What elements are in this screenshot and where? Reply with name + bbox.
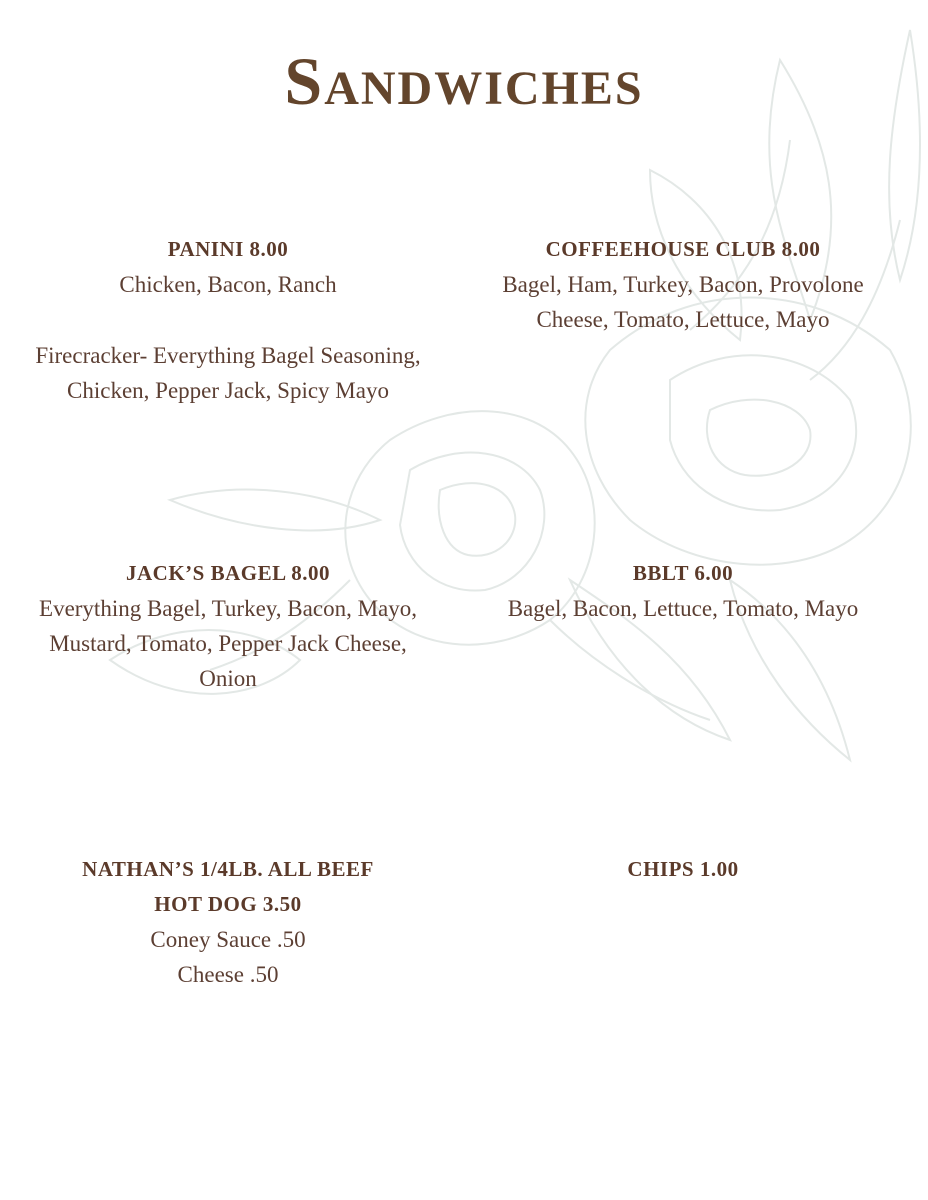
menu-item-bblt bbox=[470, 556, 896, 626]
item-description: Onion bbox=[199, 666, 257, 691]
item-name: NATHAN’S 1/4LB. ALL BEEF bbox=[82, 857, 374, 881]
item-name: HOT DOG 3.50 bbox=[154, 892, 302, 916]
item-name: CHIPS 1.00 bbox=[627, 857, 739, 881]
item-description: Coney Sauce .50 bbox=[150, 927, 306, 952]
menu-item-panini bbox=[10, 232, 446, 408]
menu-item-nathans-hot-dog bbox=[10, 852, 446, 992]
page-title: Sandwiches bbox=[284, 43, 644, 119]
item-variant-description: Chicken, Pepper Jack, Spicy Mayo bbox=[67, 378, 389, 403]
item-description: Cheese, Tomato, Lettuce, Mayo bbox=[536, 307, 830, 332]
item-description: Everything Bagel, Turkey, Bacon, Mayo, bbox=[39, 596, 417, 621]
item-name: PANINI 8.00 bbox=[167, 237, 289, 261]
item-description: Cheese .50 bbox=[177, 962, 279, 987]
item-description: Mustard, Tomato, Pepper Jack Cheese, bbox=[49, 631, 407, 656]
menu-item-coffeehouse-club bbox=[470, 232, 896, 337]
item-name: BBLT 6.00 bbox=[632, 561, 734, 585]
item-variant-description: Firecracker- Everything Bagel Seasoning, bbox=[35, 343, 421, 368]
item-description: Bagel, Ham, Turkey, Bacon, Provolone bbox=[502, 272, 864, 297]
menu-item-jacks-bagel bbox=[10, 556, 446, 696]
menu-item-chips bbox=[470, 852, 896, 887]
item-description: Chicken, Bacon, Ranch bbox=[119, 272, 337, 297]
item-name: COFFEEHOUSE CLUB 8.00 bbox=[545, 237, 821, 261]
item-name: JACK’S BAGEL 8.00 bbox=[126, 561, 330, 585]
item-description: Bagel, Bacon, Lettuce, Tomato, Mayo bbox=[507, 596, 859, 621]
